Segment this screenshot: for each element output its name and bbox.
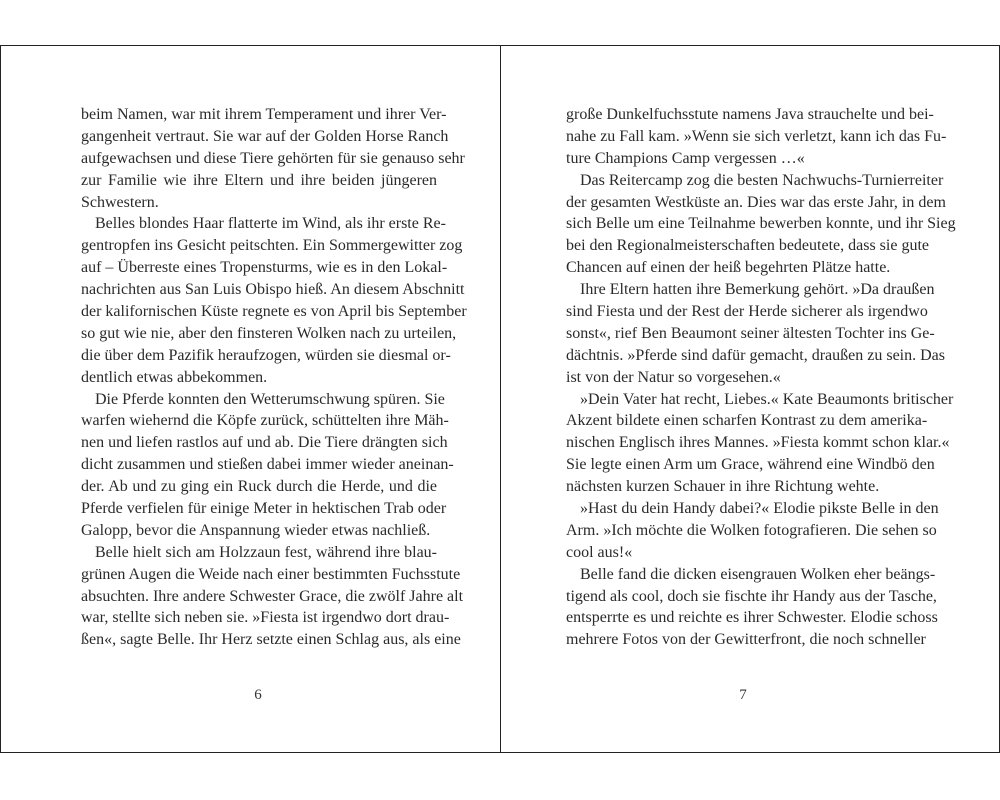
text-line: auf – Überreste eines Tropensturms, wie es in den Lokal- — [81, 259, 448, 277]
text-line: grünen Augen die Weide nach einer bestimmten Fuchsstute — [81, 565, 461, 583]
text-line: Das Reitercamp zog die besten Nachwuchs-Turnierreiter — [580, 171, 944, 189]
text-line: Pferde verfielen für einige Meter in hektischen Trab oder — [81, 500, 447, 518]
text-line: Arm. »Ich möchte die Wolken fotografieren. Die sehen so — [566, 521, 937, 539]
text-line: Chancen auf einen der heiß begehrten Plätze hatte. — [566, 259, 891, 277]
text-line: sich Belle um eine Teilnahme bewerben konnte, und ihr Sieg — [566, 215, 956, 233]
text-line: Belle fand die dicken eisengrauen Wolken eher beängs- — [580, 565, 936, 583]
text-line: ßen«, sagte Belle. Ihr Herz setzte einen Schlag aus, als eine — [81, 631, 461, 649]
text-line: beim Namen, war mit ihrem Temperament und ihrer Ver- — [81, 106, 447, 123]
text-line: der. Ab und zu ging ein Ruck durch die Herde, und die — [81, 478, 437, 496]
text-line: gangenheit vertraut. Sie war auf der Golden Horse Ranch — [81, 127, 449, 145]
text-line: tigend als cool, doch sie fischte ihr Handy aus der Tasche, — [566, 587, 937, 605]
text-line: mehrere Fotos von der Gewitterfront, die noch schneller — [566, 631, 926, 649]
text-line: Belles blondes Haar flatterte im Wind, als ihr erste Re- — [95, 215, 446, 233]
text-line: bei den Regionalmeisterschaften bedeutete, dass sie gute — [566, 237, 929, 255]
left-page — [0, 46, 501, 752]
text-line: gentropfen ins Gesicht peitschten. Ein Sommergewitter zog — [81, 237, 463, 255]
text-line: »Dein Vater hat recht, Liebes.« Kate Beaumonts britischer — [580, 390, 954, 408]
text-line: große Dunkelfuchsstute namens Java strauchelte und bei- — [566, 106, 934, 123]
text-line: aufgewachsen und diese Tiere gehörten für sie genauso sehr — [81, 149, 465, 167]
text-line: dicht zusammen und stießen dabei immer wieder aneinan- — [81, 456, 454, 474]
text-line: »Hast du dein Handy dabei?« Elodie pikste Belle in den — [580, 500, 939, 518]
text-line: nahe zu Fall kam. »Wenn sie sich verletzt, kann ich das Fu- — [566, 127, 947, 145]
left-page-number: 6 — [254, 687, 262, 703]
text-line: nachrichten aus San Luis Obispo hieß. An diesem Abschnitt — [81, 281, 465, 299]
text-line: Schwestern. — [81, 193, 159, 211]
text-line: absuchten. Ihre andere Schwester Grace, die zwölf Jahre alt — [81, 587, 464, 605]
text-line: Die Pferde konnten den Wetterumschwung spüren. Sie — [95, 390, 445, 408]
book-spread — [0, 45, 1000, 753]
text-line: Sie legte einen Arm um Grace, während eine Windbö den — [566, 456, 935, 474]
text-line: zur Familie wie ihre Eltern und ihre beiden jüngeren — [81, 171, 437, 189]
text-line: Galopp, bevor die Anspannung wieder etwas nachließ. — [81, 521, 431, 539]
right-page — [500, 46, 1000, 752]
text-line: Belle hielt sich am Holzzaun fest, während ihre blau- — [95, 543, 437, 561]
text-line: nen und liefen rastlos auf und ab. Die Tiere drängten sich — [81, 434, 448, 452]
text-line: nischen Englisch ihres Mannes. »Fiesta kommt schon klar.« — [566, 434, 950, 452]
text-line: entsperrte es und reichte es ihrer Schwester. Elodie schoss — [566, 609, 938, 627]
text-line: dentlich etwas abbekommen. — [81, 368, 268, 386]
text-line: nächsten kurzen Schauer in ihre Richtung wehte. — [566, 478, 880, 496]
text-line: sind Fiesta und der Rest der Herde sicherer als irgendwo — [566, 303, 928, 321]
text-line: Akzent bildete einen scharfen Kontrast zu dem amerika- — [566, 412, 928, 430]
text-line: warfen wiehernd die Köpfe zurück, schüttelten ihre Mäh- — [81, 412, 449, 430]
text-line: sonst«, rief Ben Beaumont seiner ältesten Tochter ins Ge- — [566, 324, 935, 342]
text-line: die über dem Pazifik heraufzogen, würden sie diesmal or- — [81, 346, 451, 364]
text-line: war, stellte sich neben sie. »Fiesta ist irgendwo dort drau- — [81, 609, 450, 627]
text-line: so gut wie nie, aber den finsteren Wolken nach zu urteilen, — [81, 324, 457, 342]
text-line: cool aus!« — [566, 543, 633, 561]
text-line: der kalifornischen Küste regnete es von April bis September — [81, 303, 467, 321]
text-line: ture Champions Camp vergessen …« — [566, 149, 805, 167]
text-line: ist von der Natur so vorgesehen.« — [566, 368, 781, 386]
left-page-text — [81, 104, 467, 651]
text-line: Ihre Eltern hatten ihre Bemerkung gehört. »Da draußen — [580, 281, 935, 299]
text-line: der gesamten Westküste an. Dies war das erste Jahr, in dem — [566, 193, 946, 211]
text-line: dächtnis. »Pferde sind dafür gemacht, draußen zu sein. Das — [566, 346, 945, 364]
right-page-text — [566, 104, 956, 651]
right-page-number: 7 — [739, 687, 747, 703]
